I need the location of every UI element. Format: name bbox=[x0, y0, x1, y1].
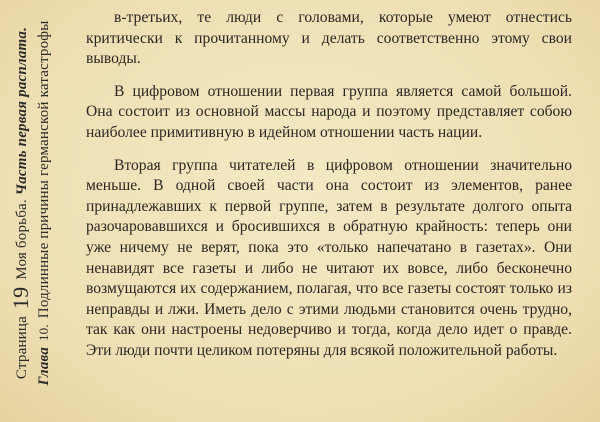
sidebar-line-chapter bbox=[36, 0, 53, 414]
paragraph: Вторая группа читателей в цифровом отношении значительно меньше. В одной своей части она состоит из элементов, ранее принадлежавших к первой группе, затем в результате долгого опыта разочаровавшихся и бросившихся в обратную крайность: теперь они уже ничему не верят, пока это «только напечатано в газетах». Они ненавидят все газеты и либо не читают их вовсе, либо бесконечно возмущаются их содержанием, полагая, что все газеты состоят только из неправды и лжи. Иметь дело с этими людьми становится очень трудно, так как они настроены недоверчиво и тогда, когда дело идет о правде. Эти люди почти целиком потеряны для всякой положительной работы. bbox=[86, 156, 572, 359]
chapter-label: Глава bbox=[36, 346, 52, 386]
chapter-number: 10. bbox=[36, 324, 51, 342]
part-title: Часть первая расплата. bbox=[14, 26, 30, 196]
paragraph: в-третьих, те люди с головами, которые умеют отнестись критически к прочитанному и делать соответственно этому свои выводы. bbox=[86, 9, 572, 68]
page-sidebar bbox=[0, 0, 72, 422]
paragraph: В цифровом отношении первая группа является самой большой. Она состоит из основной массы народа и поэтому представляет собою наиболее примитивную в идейном отношении часть нации. bbox=[86, 82, 572, 141]
sidebar-line-page bbox=[8, 0, 34, 414]
page-text bbox=[86, 8, 572, 362]
book-title: Моя борьба. bbox=[14, 199, 30, 280]
page-label: Страница bbox=[14, 316, 30, 380]
chapter-title: Подлинные причины германской катастрофы bbox=[36, 20, 52, 319]
page-number: 19 bbox=[8, 286, 33, 310]
